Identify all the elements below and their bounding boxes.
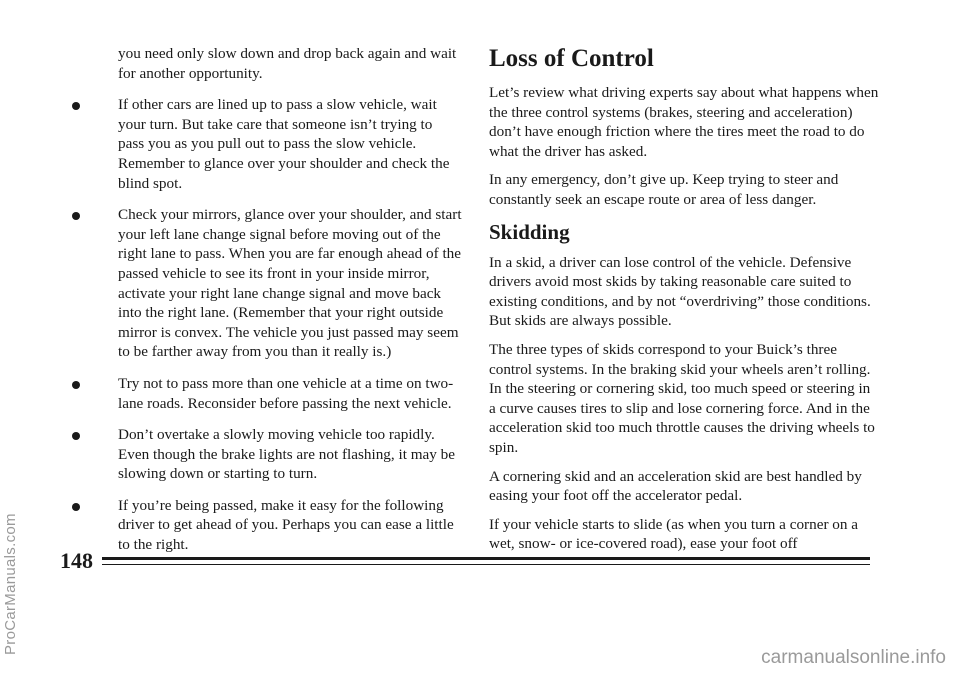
body-paragraph: In any emergency, don’t give up. Keep trying to steer and constantly seek an escape route or area of less danger.	[489, 171, 839, 208]
list-item-text: Try not to pass more than one vehicle at a time on two-lane roads. Reconsider before passing the next vehicle.	[118, 374, 454, 412]
list-item-text: Don’t overtake a slowly moving vehicle too rapidly. Even though the brake lights are not flashing, it may be slowing down or starting to turn.	[118, 426, 455, 483]
bullet-icon	[72, 381, 80, 389]
side-watermark: ProCarManuals.com	[2, 513, 19, 655]
right-column	[489, 44, 879, 563]
body-paragraph: In a skid, a driver can lose control of the vehicle. Defensive drivers avoid most skids by taking reasonable care suited to existing conditions, and by not “overdriving” those conditions. But skids are always possible.	[489, 253, 871, 330]
bullet-icon	[72, 212, 80, 220]
list-item	[72, 425, 462, 484]
list-item-text: Check your mirrors, glance over your shoulder, and start your left lane change signal before moving out of the right lane to pass. When you are far enough ahead of the passed vehicle to see its front in your inside mirror, activate your right lane change signal and move back into the right lane. (Remember that your right outside mirror is convex. The vehicle you just passed may seem to be farther away from you than it really is.)	[118, 206, 462, 361]
bullet-icon	[72, 102, 80, 110]
body-paragraph: If your vehicle starts to slide (as when you turn a corner on a wet, snow- or ice-covered road), ease your foot off	[489, 515, 859, 553]
list-item	[72, 95, 462, 193]
continued-paragraph: you need only slow down and drop back again and wait for another opportunity.	[118, 45, 457, 82]
page-footer	[60, 549, 870, 573]
footer-rule-thick	[102, 557, 870, 560]
footer-rule-thin	[102, 564, 870, 565]
bottom-watermark: carmanualsonline.info	[761, 647, 946, 668]
body-paragraph: A cornering skid and an acceleration skid are best handled by easing your foot off the accelerator pedal.	[489, 467, 862, 505]
passing-tips-list	[72, 95, 462, 554]
list-item	[72, 205, 462, 362]
section-title: Loss of Control	[489, 45, 654, 72]
list-item	[72, 496, 462, 555]
list-item	[72, 374, 462, 413]
body-paragraph: Let’s review what driving experts say about what happens when the three control systems (brakes, steering and acceleration) don’t have enough friction where the tires meet the road to do what the driver has asked.	[489, 84, 879, 160]
left-column	[72, 44, 462, 567]
subsection-title: Skidding	[489, 219, 570, 244]
list-item-text: If you’re being passed, make it easy for the following driver to get ahead of you. Perhaps you can ease a little to the right.	[118, 496, 454, 554]
list-item-text: If other cars are lined up to pass a slow vehicle, wait your turn. But take care that someone isn’t trying to pass you as you pull out to pass the slow vehicle. Remember to glance over your shoulder and check the blind spot.	[118, 96, 450, 192]
page-number: 148	[60, 548, 93, 573]
body-paragraph: The three types of skids correspond to your Buick’s three control systems. In the braking skid your wheels aren’t rolling. In the steering or cornering skid, too much speed or steering in a curve causes tires to slip and lose cornering force. And in the acceleration skid too much throttle causes the driving wheels to spin.	[489, 340, 875, 456]
bullet-icon	[72, 503, 80, 511]
bullet-icon	[72, 432, 80, 440]
